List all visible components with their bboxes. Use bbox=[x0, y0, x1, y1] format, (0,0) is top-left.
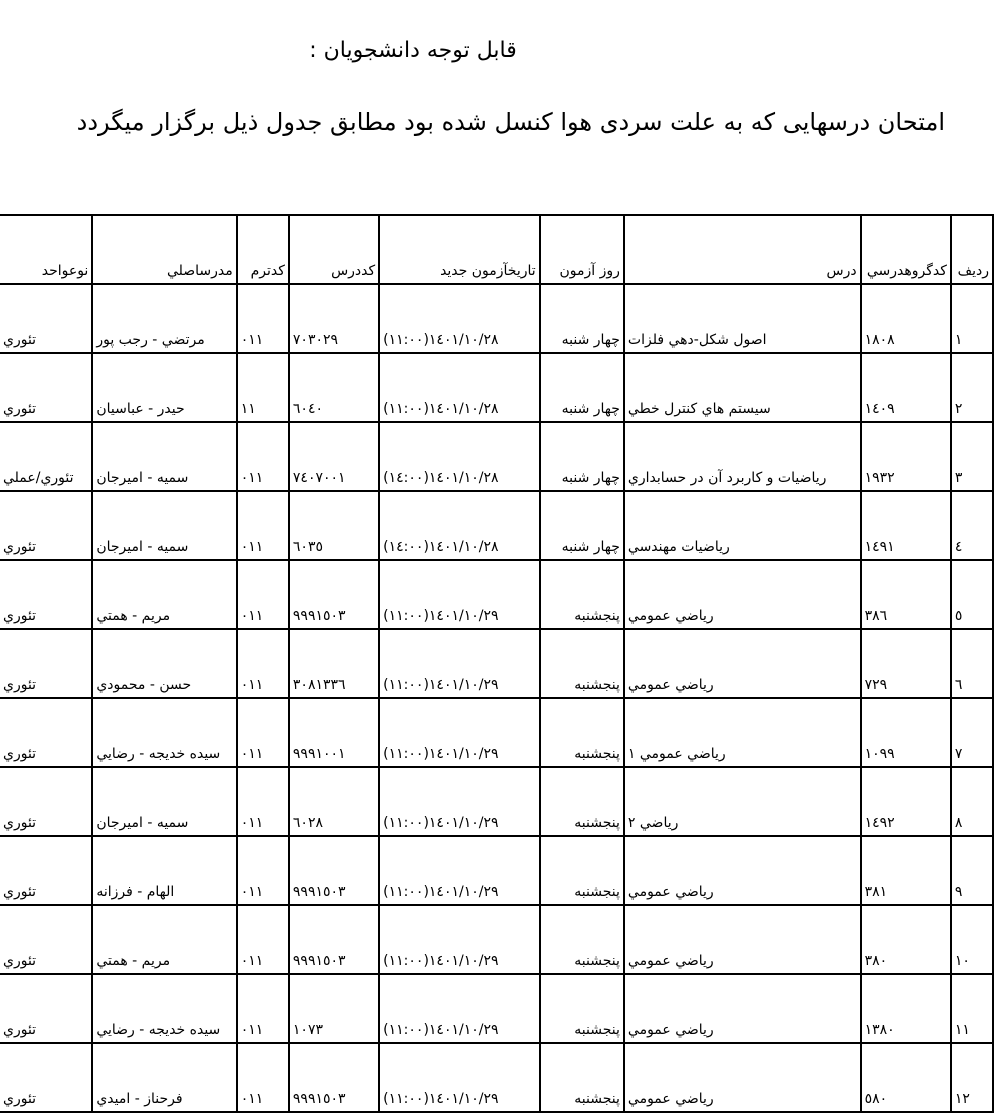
table-row bbox=[0, 767, 993, 836]
cell-exam-day: پنجشنبه bbox=[540, 698, 624, 767]
header-term-code: کدترم bbox=[237, 215, 289, 284]
cell-exam-day: چهار شنبه bbox=[540, 284, 624, 353]
cell-unit-type: تئوري bbox=[0, 284, 92, 353]
cell-group-code: ١٨٠٨ bbox=[861, 284, 951, 353]
header-row-no: رديف bbox=[951, 215, 993, 284]
cell-course-code: ٩٩٩١٥٠٣ bbox=[289, 560, 379, 629]
cell-row-no: ٨ bbox=[951, 767, 993, 836]
cell-teacher: سيده خديجه - رضايي bbox=[92, 698, 236, 767]
cell-exam-day: پنجشنبه bbox=[540, 560, 624, 629]
exam-schedule-table bbox=[0, 214, 994, 1113]
cell-lesson: رياضي عمومي bbox=[624, 974, 861, 1043]
cell-row-no: ١١ bbox=[951, 974, 993, 1043]
cell-unit-type: تئوري bbox=[0, 698, 92, 767]
cell-exam-day: چهار شنبه bbox=[540, 491, 624, 560]
table-row bbox=[0, 974, 993, 1043]
cell-course-code: ٩٩٩١٥٠٣ bbox=[289, 905, 379, 974]
cell-row-no: ٥ bbox=[951, 560, 993, 629]
cell-course-code: ٧٤٠٧٠٠١ bbox=[289, 422, 379, 491]
cell-new-date: ١٤٠١/١٠/٢٩(١١:٠٠) bbox=[379, 836, 539, 905]
cell-unit-type: تئوري bbox=[0, 353, 92, 422]
cell-row-no: ١ bbox=[951, 284, 993, 353]
cell-lesson: رياضي عمومي bbox=[624, 836, 861, 905]
cell-teacher: حيدر - عباسيان bbox=[92, 353, 236, 422]
cell-exam-day: چهار شنبه bbox=[540, 353, 624, 422]
cell-teacher: مريم - همتي bbox=[92, 905, 236, 974]
cell-row-no: ١٢ bbox=[951, 1043, 993, 1112]
cell-course-code: ٩٩٩١٠٠١ bbox=[289, 698, 379, 767]
cell-unit-type: تئوري bbox=[0, 629, 92, 698]
cell-new-date: ١٤٠١/١٠/٢٨(١١:٠٠) bbox=[379, 284, 539, 353]
cell-new-date: ١٤٠١/١٠/٢٨(١١:٠٠) bbox=[379, 353, 539, 422]
cell-new-date: ١٤٠١/١٠/٢٨(١٤:٠٠) bbox=[379, 491, 539, 560]
cell-term-code: ٠١١ bbox=[237, 698, 289, 767]
cell-exam-day: پنجشنبه bbox=[540, 767, 624, 836]
cell-term-code: ٠١١ bbox=[237, 629, 289, 698]
table-row bbox=[0, 422, 993, 491]
cell-row-no: ٧ bbox=[951, 698, 993, 767]
header-new-date: تاريخآزمون جديد bbox=[379, 215, 539, 284]
table-row bbox=[0, 629, 993, 698]
cell-exam-day: چهار شنبه bbox=[540, 422, 624, 491]
cell-exam-day: پنجشنبه bbox=[540, 974, 624, 1043]
table-row bbox=[0, 1043, 993, 1112]
cell-course-code: ٦٠٤٠ bbox=[289, 353, 379, 422]
cell-unit-type: تئوري bbox=[0, 560, 92, 629]
cell-group-code: ٧٢٩ bbox=[861, 629, 951, 698]
cell-unit-type: تئوري/عملي bbox=[0, 422, 92, 491]
cell-group-code: ١٤٩٢ bbox=[861, 767, 951, 836]
cell-lesson: رياضي عمومي bbox=[624, 560, 861, 629]
notice-heading: قابل توجه دانشجویان : bbox=[309, 38, 517, 63]
table-header-row bbox=[0, 215, 993, 284]
cell-unit-type: تئوري bbox=[0, 1043, 92, 1112]
cell-lesson: رياضيات مهندسي bbox=[624, 491, 861, 560]
cell-row-no: ٦ bbox=[951, 629, 993, 698]
cell-exam-day: پنجشنبه bbox=[540, 905, 624, 974]
cell-teacher: مرتضي - رجب پور bbox=[92, 284, 236, 353]
cell-lesson: رياضي عمومي bbox=[624, 629, 861, 698]
cell-row-no: ١٠ bbox=[951, 905, 993, 974]
cell-course-code: ٩٩٩١٥٠٣ bbox=[289, 836, 379, 905]
cell-term-code: ٠١١ bbox=[237, 491, 289, 560]
cell-term-code: ٠١١ bbox=[237, 974, 289, 1043]
cell-new-date: ١٤٠١/١٠/٢٩(١١:٠٠) bbox=[379, 629, 539, 698]
cell-teacher: حسن - محمودي bbox=[92, 629, 236, 698]
cell-teacher: الهام - فرزانه bbox=[92, 836, 236, 905]
cell-exam-day: پنجشنبه bbox=[540, 1043, 624, 1112]
header-teacher: مدرساصلي bbox=[92, 215, 236, 284]
cell-teacher: سميه - اميرجان bbox=[92, 767, 236, 836]
table-row bbox=[0, 560, 993, 629]
notice-text: امتحان درسهایی که به علت سردی هوا کنسل شده بود مطابق جدول ذیل برگزار میگردد bbox=[76, 108, 945, 136]
cell-lesson: رياضيات و کاربرد آن در حسابداري bbox=[624, 422, 861, 491]
cell-lesson: رياضي عمومي bbox=[624, 905, 861, 974]
cell-row-no: ٤ bbox=[951, 491, 993, 560]
cell-term-code: ٠١١ bbox=[237, 836, 289, 905]
cell-unit-type: تئوري bbox=[0, 491, 92, 560]
cell-group-code: ٥٨٠ bbox=[861, 1043, 951, 1112]
cell-new-date: ١٤٠١/١٠/٢٩(١١:٠٠) bbox=[379, 1043, 539, 1112]
cell-unit-type: تئوري bbox=[0, 836, 92, 905]
cell-course-code: ٣٠٨١٣٣٦ bbox=[289, 629, 379, 698]
cell-course-code: ٦٠٢٨ bbox=[289, 767, 379, 836]
cell-group-code: ١٠٩٩ bbox=[861, 698, 951, 767]
cell-unit-type: تئوري bbox=[0, 905, 92, 974]
cell-exam-day: پنجشنبه bbox=[540, 836, 624, 905]
cell-exam-day: پنجشنبه bbox=[540, 629, 624, 698]
header-unit-type: نوعواحد bbox=[0, 215, 92, 284]
cell-new-date: ١٤٠١/١٠/٢٩(١١:٠٠) bbox=[379, 974, 539, 1043]
table-row bbox=[0, 905, 993, 974]
cell-new-date: ١٤٠١/١٠/٢٨(١٤:٠٠) bbox=[379, 422, 539, 491]
cell-lesson: رياضي عمومي ١ bbox=[624, 698, 861, 767]
table-row bbox=[0, 284, 993, 353]
cell-teacher: مريم - همتي bbox=[92, 560, 236, 629]
cell-lesson: سيستم هاي کنترل خطي bbox=[624, 353, 861, 422]
cell-term-code: ٠١١ bbox=[237, 1043, 289, 1112]
cell-teacher: فرحناز - اميدي bbox=[92, 1043, 236, 1112]
header-group-code: کدگروهدرسي bbox=[861, 215, 951, 284]
cell-lesson: رياضي ٢ bbox=[624, 767, 861, 836]
cell-term-code: ٠١١ bbox=[237, 422, 289, 491]
header-exam-day: روز آزمون bbox=[540, 215, 624, 284]
cell-row-no: ٢ bbox=[951, 353, 993, 422]
cell-group-code: ١٤٩١ bbox=[861, 491, 951, 560]
cell-term-code: ٠١١ bbox=[237, 560, 289, 629]
cell-group-code: ١٣٨٠ bbox=[861, 974, 951, 1043]
cell-group-code: ١٩٣٢ bbox=[861, 422, 951, 491]
table-row bbox=[0, 836, 993, 905]
table-row bbox=[0, 491, 993, 560]
cell-group-code: ٣٨٦ bbox=[861, 560, 951, 629]
cell-row-no: ٩ bbox=[951, 836, 993, 905]
cell-term-code: ١١ bbox=[237, 353, 289, 422]
cell-term-code: ٠١١ bbox=[237, 767, 289, 836]
table-row bbox=[0, 353, 993, 422]
cell-course-code: ١٠٧٣ bbox=[289, 974, 379, 1043]
header-course-code: کددرس bbox=[289, 215, 379, 284]
cell-course-code: ٩٩٩١٥٠٣ bbox=[289, 1043, 379, 1112]
cell-new-date: ١٤٠١/١٠/٢٩(١١:٠٠) bbox=[379, 698, 539, 767]
cell-unit-type: تئوري bbox=[0, 974, 92, 1043]
cell-course-code: ٧٠٣٠٢٩ bbox=[289, 284, 379, 353]
cell-term-code: ٠١١ bbox=[237, 284, 289, 353]
cell-group-code: ١٤٠٩ bbox=[861, 353, 951, 422]
cell-lesson: اصول شکل-دهي فلزات bbox=[624, 284, 861, 353]
table-row bbox=[0, 698, 993, 767]
cell-new-date: ١٤٠١/١٠/٢٩(١١:٠٠) bbox=[379, 560, 539, 629]
cell-teacher: سيده خديجه - رضايي bbox=[92, 974, 236, 1043]
cell-teacher: سميه - اميرجان bbox=[92, 422, 236, 491]
cell-lesson: رياضي عمومي bbox=[624, 1043, 861, 1112]
cell-new-date: ١٤٠١/١٠/٢٩(١١:٠٠) bbox=[379, 905, 539, 974]
cell-course-code: ٦٠٣٥ bbox=[289, 491, 379, 560]
cell-teacher: سميه - اميرجان bbox=[92, 491, 236, 560]
cell-group-code: ٣٨٠ bbox=[861, 905, 951, 974]
header-lesson: درس bbox=[624, 215, 861, 284]
cell-term-code: ٠١١ bbox=[237, 905, 289, 974]
cell-unit-type: تئوري bbox=[0, 767, 92, 836]
cell-group-code: ٣٨١ bbox=[861, 836, 951, 905]
cell-row-no: ٣ bbox=[951, 422, 993, 491]
cell-new-date: ١٤٠١/١٠/٢٩(١١:٠٠) bbox=[379, 767, 539, 836]
